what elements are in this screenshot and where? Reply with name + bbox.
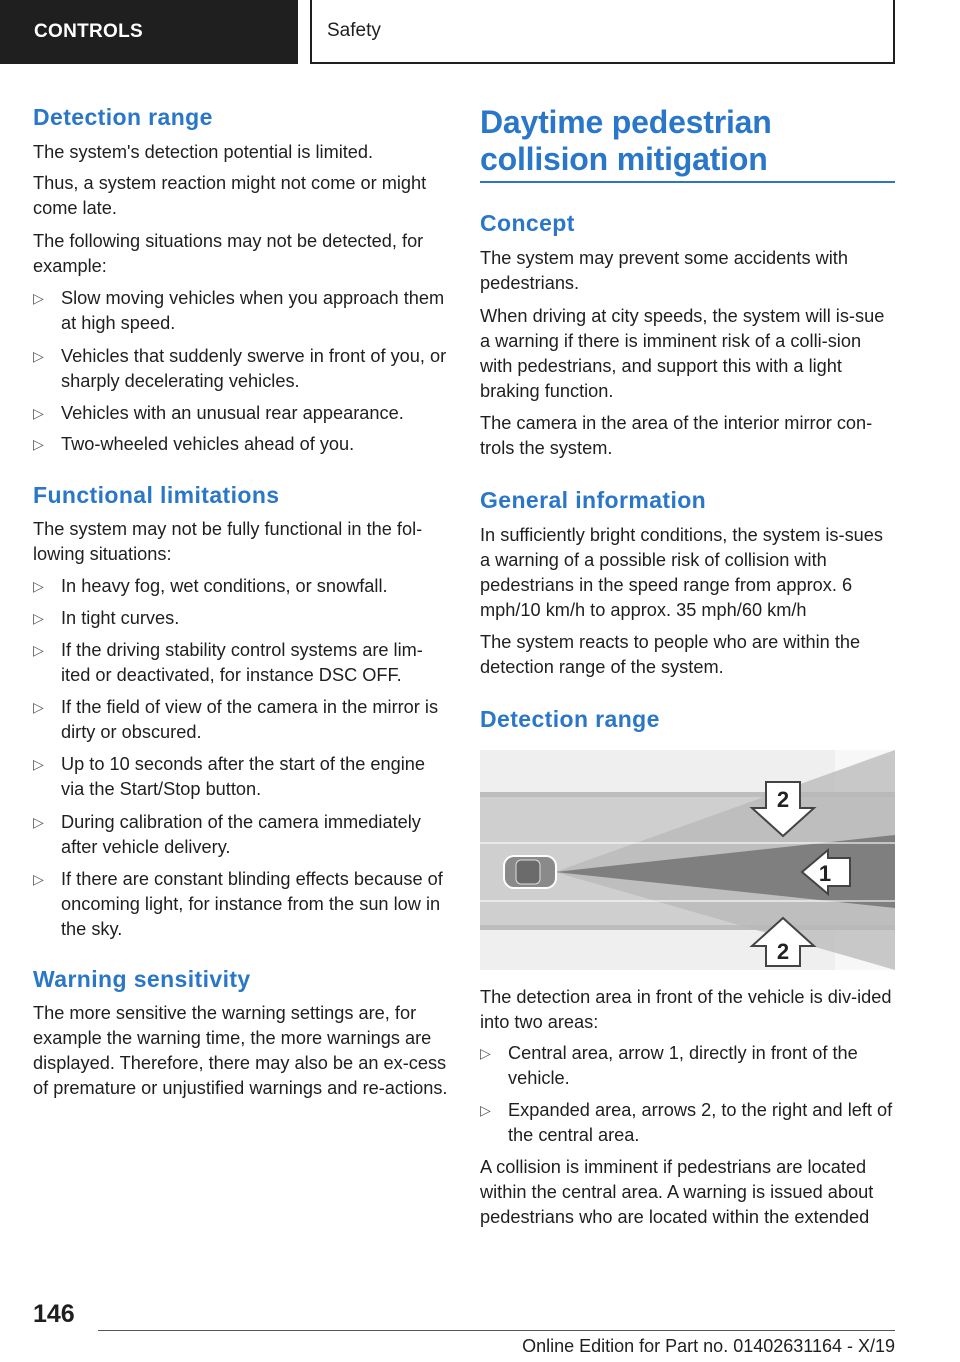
- triangle-bullet-icon: ▷: [33, 436, 44, 452]
- edition-footer: Online Edition for Part no. 01402631164 - X/19: [522, 1336, 895, 1356]
- section-title: CONTROLS: [34, 21, 144, 42]
- list-item: ▷ In heavy fog, wet conditions, or snowfall.: [33, 574, 448, 599]
- paragraph: The detection area in front of the vehicle is div‐ided into two areas:: [480, 987, 892, 1032]
- paragraph: The camera in the area of the interior mirror con‐trols the system.: [480, 413, 873, 458]
- list-item: ▷ Central area, arrow 1, directly in front of the vehicle.: [480, 1043, 858, 1088]
- general-information-heading: General information: [480, 487, 707, 513]
- paragraph: The more sensitive the warning settings are, for example the warning time, the more warnings are displayed. Therefore, there may also be an ex‐cess of premature or unjustified warnings and re‐actions.: [33, 1003, 448, 1098]
- paragraph: The system reacts to people who are within the detection range of the system.: [480, 632, 861, 677]
- concept-heading: Concept: [480, 210, 575, 236]
- triangle-bullet-icon: ▷: [33, 348, 44, 364]
- section-tab: [0, 0, 298, 64]
- triangle-bullet-icon: ▷: [33, 871, 44, 887]
- paragraph: A collision is imminent if pedestrians are located within the central area. A warning is issued about pedestrians who are located within the extended: [480, 1157, 874, 1227]
- arrow-center-label: 1: [818, 861, 832, 886]
- page-title: Daytime pedestrian collision mitigation: [480, 104, 772, 177]
- detection-range-illustration: [480, 750, 895, 970]
- paragraph: In sufficiently bright conditions, the system is‐sues a warning of a possible risk of collision with pedestrians in the speed range from approx. 6 mph/10 km/h to approx. 35 mph/60 km/h: [480, 525, 884, 620]
- triangle-bullet-icon: ▷: [33, 290, 44, 306]
- triangle-bullet-icon: ▷: [480, 1045, 491, 1061]
- triangle-bullet-icon: ▷: [33, 610, 44, 626]
- list-item: ▷ Vehicles that suddenly swerve in front of you, or sharply decelerating vehicles.: [33, 346, 447, 391]
- paragraph: Thus, a system reaction might not come or might come late.: [33, 173, 427, 218]
- car-icon: [504, 856, 556, 888]
- list-item: ▷ During calibration of the camera immediately after vehicle delivery.: [33, 812, 421, 857]
- detection-range-figure: [480, 750, 895, 970]
- list-item: ▷ Vehicles with an unusual rear appearance.: [33, 401, 448, 426]
- list-item: ▷ If the driving stability control systems are lim‐ited or deactivated, for instance DSC OFF.: [33, 640, 423, 685]
- chapter-tab: [310, 0, 895, 64]
- list-item: ▷ Up to 10 seconds after the start of the engine via the Start/Stop button.: [33, 754, 425, 799]
- triangle-bullet-icon: ▷: [33, 756, 44, 772]
- list-item: ▷ Expanded area, arrows 2, to the right and left of the central area.: [480, 1100, 893, 1145]
- page-number: 146: [33, 1300, 75, 1328]
- functional-limitations-heading: Functional limitations: [33, 482, 280, 508]
- triangle-bullet-icon: ▷: [33, 642, 44, 658]
- arrow-top-label: 2: [776, 787, 790, 812]
- paragraph: The following situations may not be detected, for example:: [33, 231, 424, 276]
- triangle-bullet-icon: ▷: [480, 1102, 491, 1118]
- footer-divider: [98, 1330, 895, 1331]
- list-item: ▷ Two-wheeled vehicles ahead of you.: [33, 432, 448, 457]
- paragraph: When driving at city speeds, the system will is‐sue a warning if there is imminent risk of a colli‐sion with pedestrians, and support this with a light braking function.: [480, 306, 885, 401]
- paragraph: The system's detection potential is limited.: [33, 142, 374, 162]
- list-item: ▷ In tight curves.: [33, 606, 448, 631]
- list-item: ▷ Slow moving vehicles when you approach them at high speed.: [33, 288, 445, 333]
- triangle-bullet-icon: ▷: [33, 405, 44, 421]
- chapter-title: Safety: [327, 20, 381, 41]
- list-item: ▷ If the field of view of the camera in the mirror is dirty or obscured.: [33, 697, 439, 742]
- arrow-bottom-label: 2: [776, 939, 790, 964]
- title-divider: [480, 181, 895, 183]
- warning-sensitivity-heading: Warning sensitivity: [33, 966, 251, 992]
- triangle-bullet-icon: ▷: [33, 578, 44, 594]
- triangle-bullet-icon: ▷: [33, 699, 44, 715]
- paragraph: The system may not be fully functional in the fol‐lowing situations:: [33, 519, 423, 564]
- list-item: ▷ If there are constant blinding effects because of oncoming light, for instance from the sun low in the sky.: [33, 869, 443, 939]
- triangle-bullet-icon: ▷: [33, 814, 44, 830]
- detection-range-heading: Detection range: [33, 104, 213, 130]
- paragraph: The system may prevent some accidents with pedestrians.: [480, 248, 848, 293]
- detection-range-heading: Detection range: [480, 706, 660, 732]
